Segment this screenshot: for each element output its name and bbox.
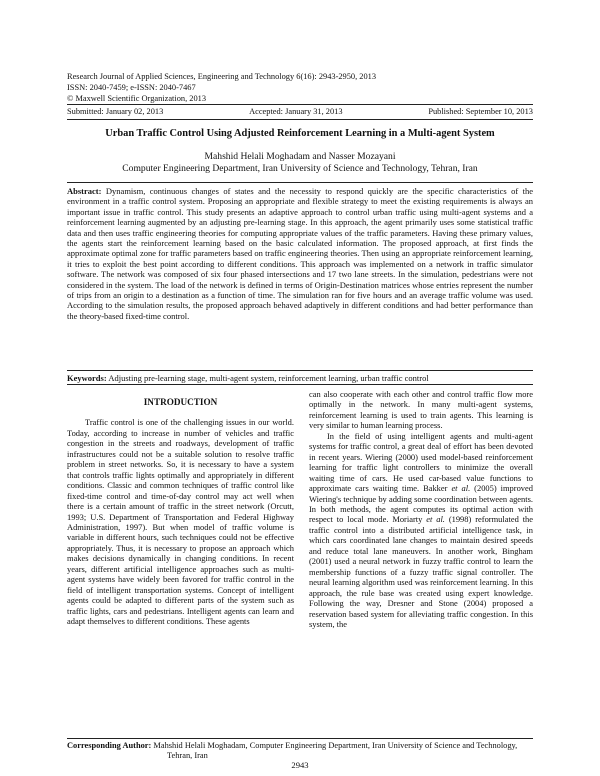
introduction-paragraph-1: Traffic control is one of the challenging issues in our world. Today, according to increase in number of vehicles and traffic congestion in the streets and roadways, development of traffic infrastructures could not be a suitable solution to resolve traffic problem in street networks. So, it is necessary to have a system that controls traffic lights optimally and appropriately in different conditions. Classic and common techniques of traffic control like fixed-time control and time-of-day control may act well when there is a certain amount of traffic in the street network (Orcutt, 1993; U.S. Department of Transportation and Federal Highway Administration, 1997). But when model of traffic volume is variable in different hours, such techniques could not be effective appropriately. Thus, it is necessary to propose an approach which makes decisions dynamically in changing conditions. In recent years, different artificial intelligence approaches such as multi-agent systems have widely been favored for traffic control in the field of intelligent transportation systems. Concept of intelligent agents could be adapted to different parts of the system such as traffic lights, cars and pedestrians. Intelligent agents can learn and adapt themselves to different conditions. These agents bbox=[67, 417, 294, 627]
introduction-paragraph-2 bbox=[309, 431, 533, 630]
author-affiliation: Computer Engineering Department, Iran University of Science and Technology, Tehran, Iran bbox=[122, 163, 478, 174]
para2-part-c: (1998) reformulated the traffic control into a distributed artificial intelligence task, in which cars coordinated lane changes to maintain desired speeds and reduce total lane maneuvers. In another work, Bingham (2001) used a neural network in fuzzy traffic control to learn the membership functions of a fuzzy traffic signal controller. The neural learning algorithm used was reinforcement learning. In this approach, the rule base was created using expert knowledge. Following the way, Dresner and Stone (2004) proposed a reservation based system for alleviating traffic congestion. In this system, the bbox=[309, 514, 533, 629]
abstract-text: Dynamism, continuous changes of states and the necessity to respond quickly are the specific characteristics of the environment in a traffic control system. Proposing an appropriate and flexible strategy to meet the existing requirements is always an important issue in traffic control. This study presents an adaptive approach to control urban traffic using multi-agent systems and a reinforcement learning augmented by an adjusting pre-learning stage. In this approach, the agent primarily uses some statistical traffic data and then uses traffic engineering theories for computing appropriate values of the traffic parameters. Having these primary values, the agents start the reinforcement learning based on the basic calculated information. The proposed approach, at first finds the approximate optimal zone for traffic parameters based on traffic engineering theories. Then using an appropriate reinforcement learning, it tries to exploit the best point according to different conditions. This approach was implemented on a network in traffic simulator software. The network was composed of six four phased intersections and 17 two lane streets. In the simulation, pedestrians were not considered in the system. The load of the network is defined in terms of Origin-Destination matrices whose entries represent the number of trips from an origin to a destination as a function of time. The simulation ran for five hours and an average traffic volume was used. According to the simulation results, the proposed approach behaved adaptively in different conditions and had better performance than the theory-based fixed-time control. bbox=[67, 186, 534, 321]
et-al-2: et al. bbox=[426, 514, 445, 525]
corresponding-label: Corresponding Author: bbox=[67, 741, 152, 750]
introduction-heading: INTRODUCTION bbox=[143, 397, 218, 407]
accepted-date: Accepted: January 31, 2013 bbox=[249, 107, 343, 116]
para2-part-a: In the field of using intelligent agents and multi-agent systems for traffic control, a great deal of effort has been devoted in recent years. Wiering (2000) used model-based reinforcement learning for traffic light controllers to minimize the overall waiting time of cars. He used car-based value functions to approximate cars waiting time. Bakker bbox=[309, 430, 533, 494]
paper-title: Urban Traffic Control Using Adjusted Reinforcement Learning in a Multi-agent System bbox=[105, 128, 495, 139]
left-column bbox=[67, 396, 294, 627]
journal-citation: Research Journal of Applied Sciences, Engineering and Technology 6(16): 2943-2950, 2013 bbox=[67, 72, 377, 81]
keywords-label: Keywords: bbox=[67, 373, 107, 383]
submitted-date: Submitted: January 02, 2013 bbox=[67, 107, 164, 116]
corresponding-author bbox=[67, 738, 533, 762]
corresponding-text: Mahshid Helali Moghadam, Computer Engineering Department, Iran University of Science and Technology, Tehran, Iran bbox=[153, 741, 518, 761]
issn-line: ISSN: 2040-7459; e-ISSN: 2040-7467 bbox=[67, 83, 196, 92]
published-date: Published: September 10, 2013 bbox=[428, 107, 533, 116]
right-column bbox=[309, 389, 533, 629]
et-al-1: et al. bbox=[451, 483, 471, 494]
abstract bbox=[67, 182, 533, 321]
keywords-divider bbox=[67, 384, 533, 385]
introduction-paragraph-continued: can also cooperate with each other and control traffic flow more optimally in the network. In many multi-agent systems, reinforcement learning is used to train agents. This learning is very similar to human learning process. bbox=[309, 389, 533, 431]
para2-part-b: (2005) improved Wiering's technique by adding some coordination between agents. In both methods, the agent computes its optimal action with respect to local mode. Moriarty bbox=[309, 483, 533, 525]
journal-header bbox=[67, 71, 533, 104]
copyright-line: © Maxwell Scientific Organization, 2013 bbox=[67, 94, 207, 103]
author-names: Mahshid Helali Moghadam and Nasser Mozayani bbox=[204, 151, 396, 162]
abstract-label: Abstract: bbox=[67, 186, 102, 196]
keywords bbox=[67, 370, 533, 383]
author-block bbox=[67, 151, 533, 175]
dates-line bbox=[67, 104, 533, 120]
page-number: 2943 bbox=[291, 760, 309, 770]
keywords-text: Adjusting pre-learning stage, multi-agent system, reinforcement learning, urban traffic control bbox=[108, 373, 429, 383]
